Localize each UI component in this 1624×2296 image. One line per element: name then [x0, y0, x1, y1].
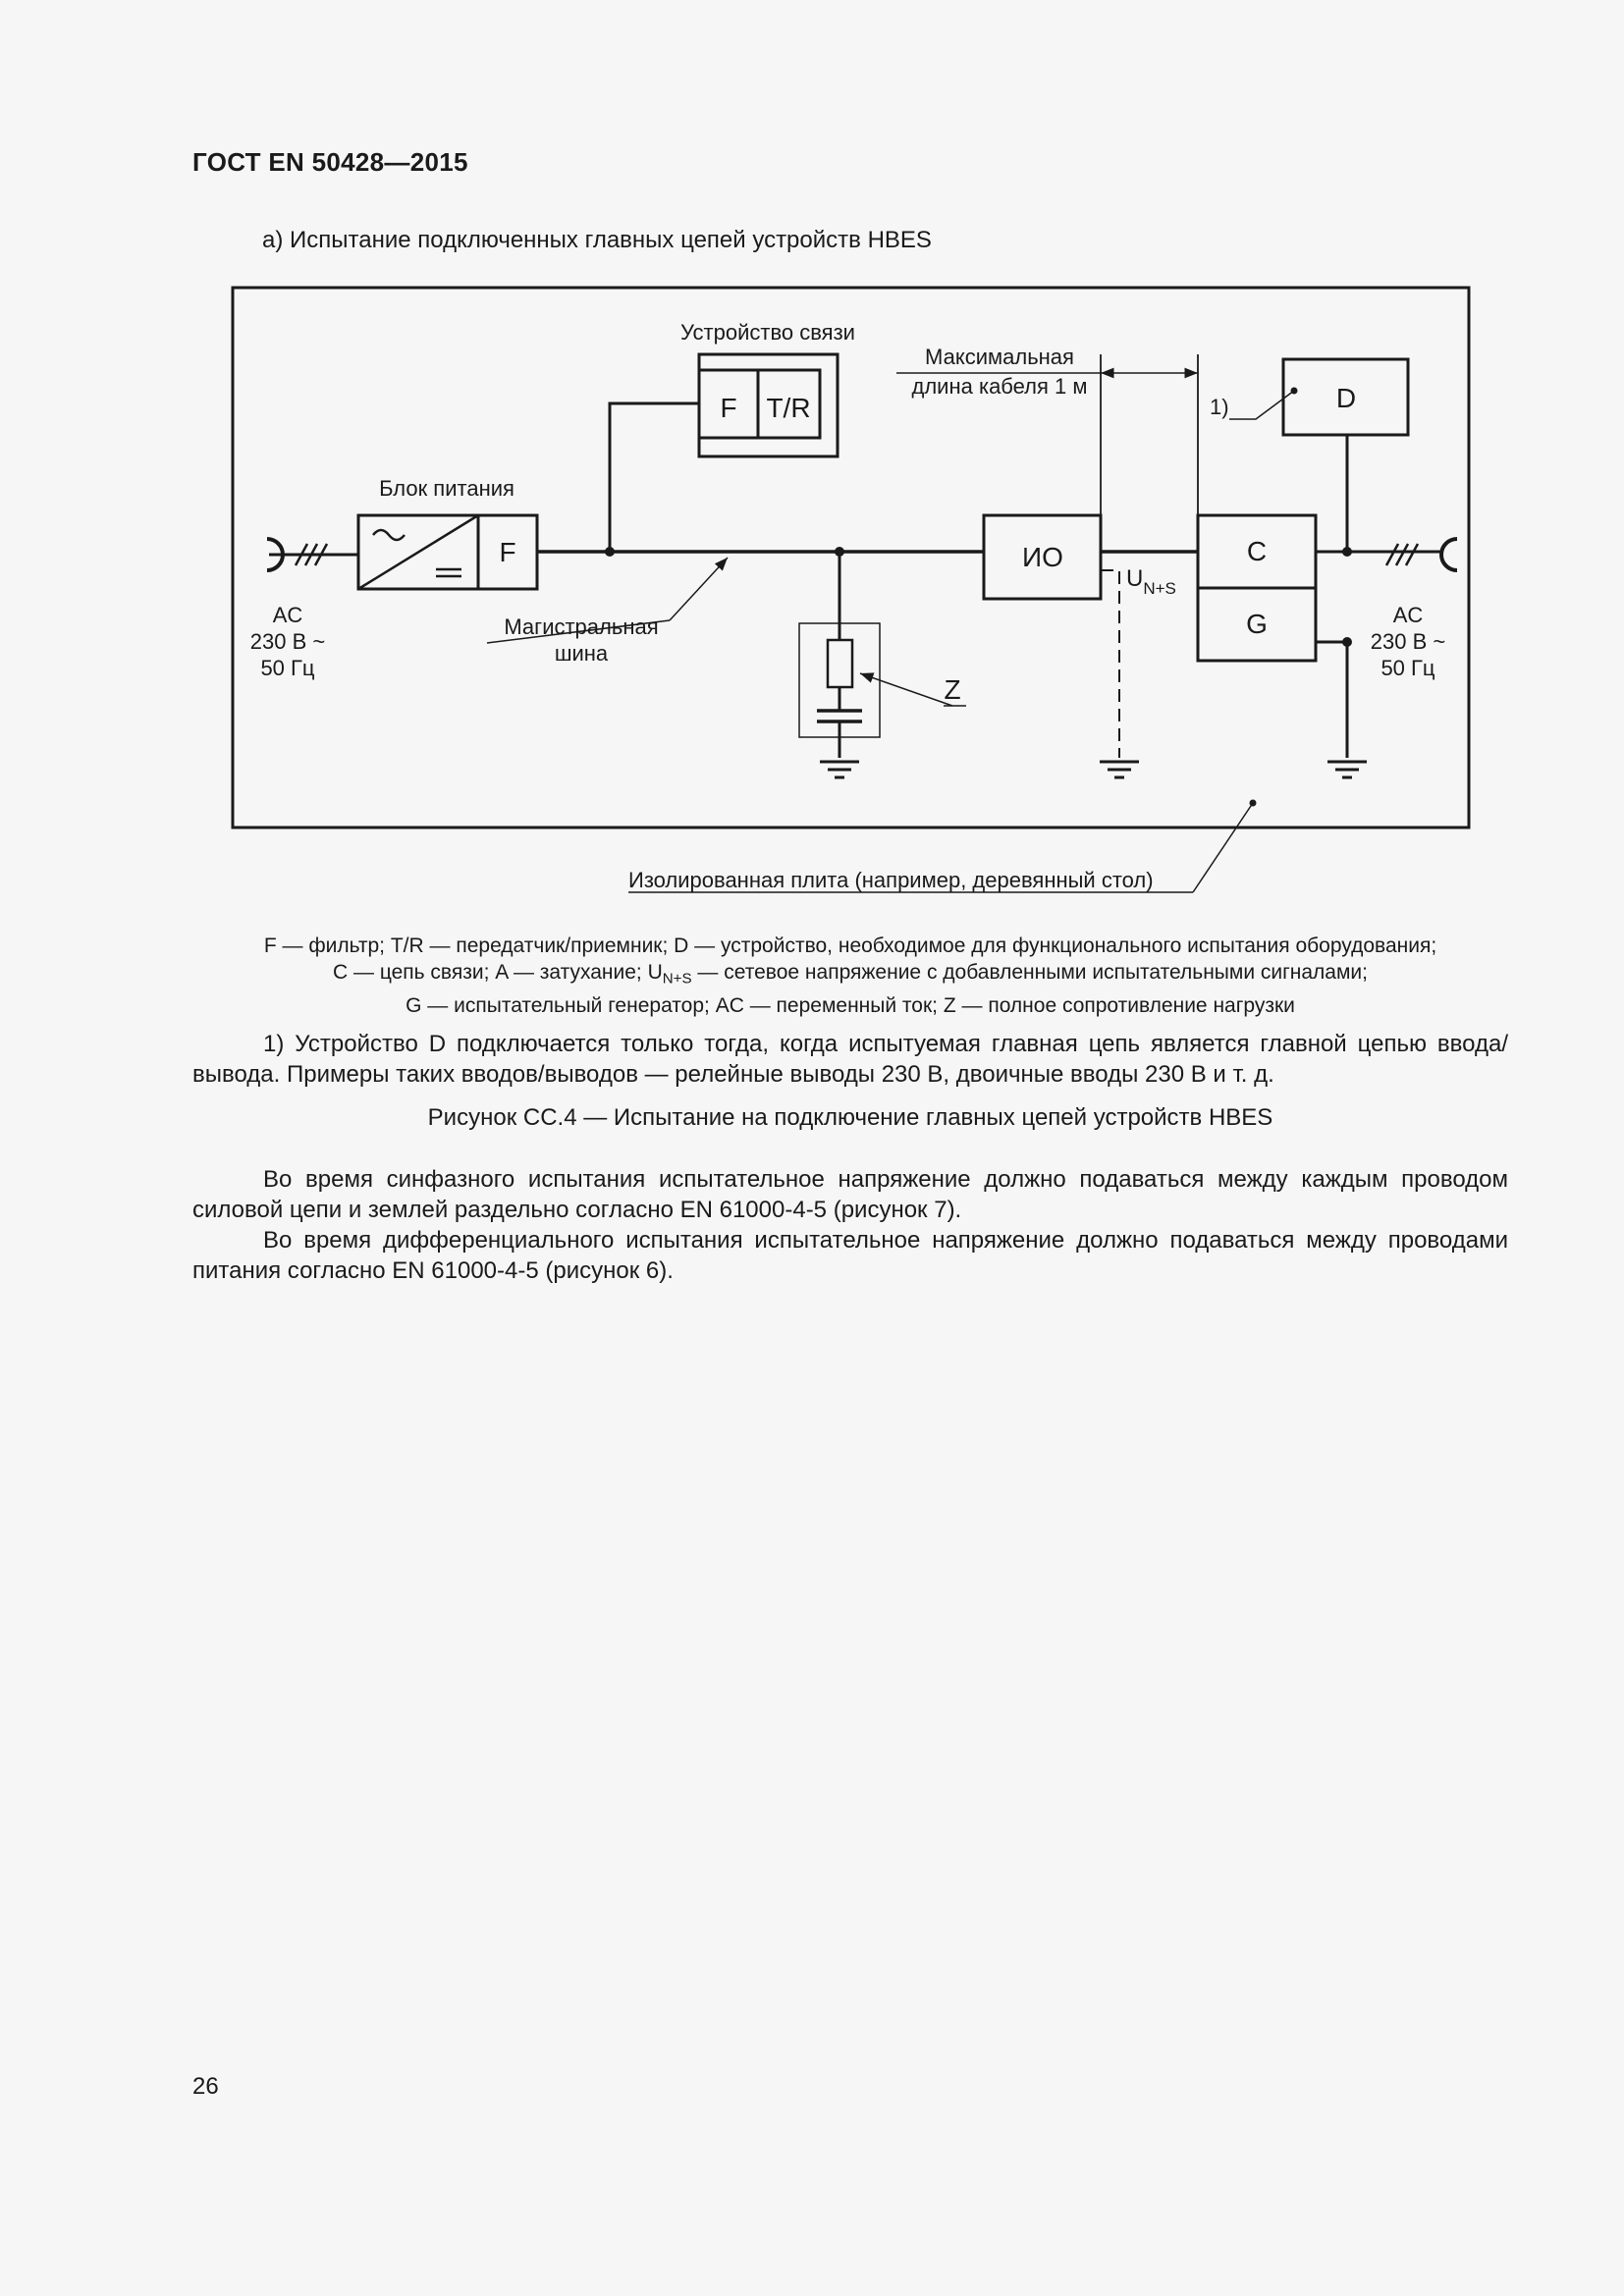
- z-label: Z: [944, 674, 961, 705]
- ac-right-line-2: 230 В ~: [1370, 629, 1446, 654]
- resistor-icon: [828, 640, 852, 687]
- right-phase-marks: [1386, 544, 1418, 565]
- figure-caption: Рисунок СС.4 — Испытание на подключение главных цепей устройств HBES: [427, 1104, 1273, 1131]
- io-label: ИО: [1022, 542, 1063, 572]
- ac-left-line-3: 50 Гц: [260, 656, 315, 680]
- power-supply-label: Блок питания: [379, 476, 514, 501]
- bus-label-1: Магистральная: [504, 614, 659, 639]
- legend-line-2: C — цепь связи; A — затухание; $U_{N+S}$ — сетевое напряжение с добавленными испытательными сигналами;: [332, 961, 1368, 988]
- right-plug-icon: [1441, 539, 1457, 570]
- transceiver-label: T/R: [766, 393, 811, 423]
- paragraph-2: Во время дифференциального испытания испытательное напряжение должно подаваться между проводами питания согласно EN 61000-4-5 (рисунок 6).: [192, 1227, 1508, 1284]
- comm-filter-label: F: [720, 393, 737, 423]
- max-length-label-2: длина кабеля 1 м: [911, 374, 1088, 399]
- device-d-label: D: [1335, 383, 1357, 413]
- ac-right-line-3: 50 Гц: [1380, 656, 1435, 680]
- ac-left-line-2: 230 В ~: [249, 629, 326, 654]
- max-length-label-1: Максимальная: [925, 345, 1074, 369]
- ground-icon: [820, 762, 859, 777]
- document-header: ГОСТ EN 50428—2015: [192, 147, 468, 177]
- ac-right-line-1: AC: [1392, 603, 1424, 627]
- generator-g-label: G: [1246, 609, 1268, 639]
- coupling-c-label: C: [1246, 536, 1268, 566]
- footnote: 1) Устройство D подключается только тогда, когда испытуемая главная цепь является главной цепью ввода/вывода. Примеры таких вводов/выводов — релейные выводы 230 В, двоичные вводы 230 В и т. д.: [192, 1031, 1508, 1088]
- page-number: 26: [192, 2073, 219, 2100]
- comm-device-label: Устройство связи: [680, 320, 855, 345]
- voltage-label: $U_{N+S}$: [1126, 565, 1176, 598]
- ground-icon: [1100, 762, 1139, 777]
- legend-line-3: G — испытательный генератор; AC — переменный ток; Z — полное сопротивление нагрузки: [406, 993, 1295, 1017]
- ground-icon: [1327, 762, 1367, 777]
- ac-left-line-1: AC: [272, 603, 303, 627]
- plate-label: Изолированная плита (например, деревянный стол): [628, 868, 1154, 892]
- paragraph-1: Во время синфазного испытания испытательное напряжение должно подаваться между каждым проводом силовой цепи и землей раздельно согласно EN 61000-4-5 (рисунок 7).: [192, 1166, 1508, 1223]
- legend-line-1: F — фильтр; T/R — передатчик/приемник; D — устройство, необходимое для функционального испытания оборудования;: [263, 934, 1437, 957]
- figure-legend: [192, 933, 1508, 1019]
- figure-subtitle: а) Испытание подключенных главных цепей устройств HBES: [262, 227, 932, 253]
- left-phase-marks: [296, 544, 327, 565]
- ac-symbol-icon: [373, 530, 405, 540]
- footnote-ref-label: 1): [1210, 395, 1229, 419]
- psu-filter-label: F: [499, 537, 516, 567]
- bus-label-2: шина: [554, 641, 609, 666]
- circuit-diagram: [0, 0, 1624, 903]
